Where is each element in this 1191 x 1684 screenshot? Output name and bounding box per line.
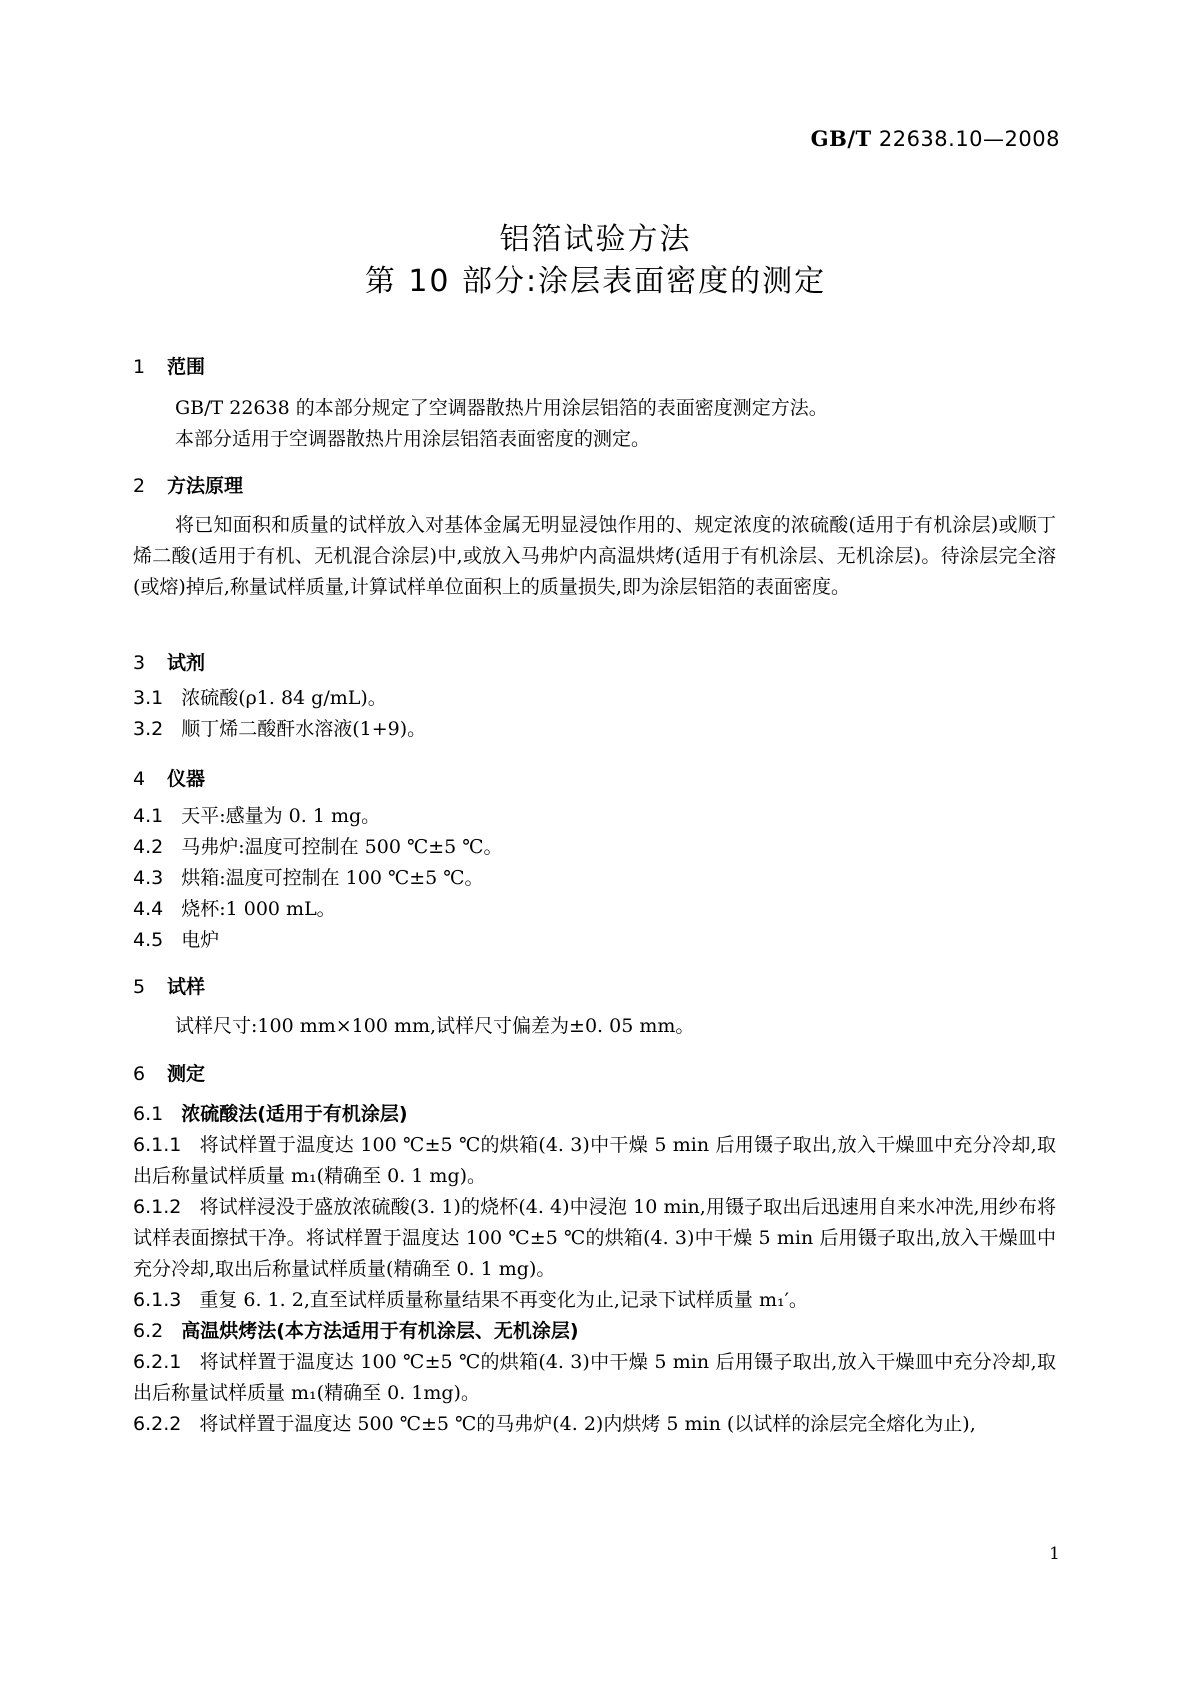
clause: 6.2.2 将试样置于温度达 500 ℃±5 ℃的马弗炉(4. 2)内烘烤 5 min (以试样的涂层完全熔化为止), xyxy=(133,1413,976,1435)
section-heading-apparatus: 4 仪器 xyxy=(133,768,206,790)
section-heading-determination: 6 测定 xyxy=(133,1063,206,1085)
clause: 6.1.2 将试样浸没于盛放浓硫酸(3. 1)的烧杯(4. 4)中浸泡 10 min,用镊子取出后迅速用自来水冲洗,用纱布将试样表面擦拭干净。将试样置于温度达 100 ℃±5 ℃的烘箱(4. 3)中干燥 5 min 后用镊子取出,放入干燥皿中充分冷却,取出后称量试样质量(精确至 0. 1 mg)。 xyxy=(133,1196,1056,1280)
subsection-heading: 6.2 高温烘烤法(本方法适用于有机涂层、无机涂层) xyxy=(133,1320,579,1342)
section-heading-reagents: 3 试剂 xyxy=(133,652,206,674)
list-item: 4.4 烧杯:1 000 mL。 xyxy=(133,898,336,920)
paragraph: 试样尺寸:100 mm×100 mm,试样尺寸偏差为±0. 05 mm。 xyxy=(175,1015,695,1037)
section-heading-scope: 1 范围 xyxy=(133,356,206,378)
document-subtitle: 第 10 部分:涂层表面密度的测定 xyxy=(364,264,827,299)
subsection-heading: 6.1 浓硫酸法(适用于有机涂层) xyxy=(133,1103,408,1125)
standard-code: GB/T 22638.10—2008 xyxy=(810,126,1060,151)
paragraph: 本部分适用于空调器散热片用涂层铝箔表面密度的测定。 xyxy=(175,428,651,450)
clause: 6.1.3 重复 6. 1. 2,直至试样质量称量结果不再变化为止,记录下试样质量 m₁′。 xyxy=(133,1289,808,1311)
clause: 6.1.1 将试样置于温度达 100 ℃±5 ℃的烘箱(4. 3)中干燥 5 min 后用镊子取出,放入干燥皿中充分冷却,取出后称量试样质量 m₁(精确至 0. 1 mg)。 xyxy=(133,1134,1056,1187)
document-title: 铝箔试验方法 xyxy=(499,222,692,257)
page-number: 1 xyxy=(1049,1544,1060,1564)
clause: 6.2.1 将试样置于温度达 100 ℃±5 ℃的烘箱(4. 3)中干燥 5 min 后用镊子取出,放入干燥皿中充分冷却,取出后称量试样质量 m₁(精确至 0. 1mg)。 xyxy=(133,1351,1056,1404)
list-item: 3.1 浓硫酸(ρ1. 84 g/mL)。 xyxy=(133,687,387,709)
section-heading-specimen: 5 试样 xyxy=(133,976,206,998)
list-item: 3.2 顺丁烯二酸酐水溶液(1+9)。 xyxy=(133,718,427,740)
paragraph: 将已知面积和质量的试样放入对基体金属无明显浸蚀作用的、规定浓度的浓硫酸(适用于有机涂层)或顺丁烯二酸(适用于有机、无机混合涂层)中,或放入马弗炉内高温烘烤(适用于有机涂层、无机涂层)。待涂层完全溶(或熔)掉后,称量试样质量,计算试样单位面积上的质量损失,即为涂层铝箔的表面密度。 xyxy=(133,514,1056,598)
list-item: 4.3 烘箱:温度可控制在 100 ℃±5 ℃。 xyxy=(133,867,484,889)
section-heading-principle: 2 方法原理 xyxy=(133,475,244,497)
list-item: 4.5 电炉 xyxy=(133,929,220,951)
list-item: 4.2 马弗炉:温度可控制在 500 ℃±5 ℃。 xyxy=(133,836,503,858)
list-item: 4.1 天平:感量为 0. 1 mg。 xyxy=(133,805,381,827)
paragraph: GB/T 22638 的本部分规定了空调器散热片用涂层铝箔的表面密度测定方法。 xyxy=(175,397,828,419)
